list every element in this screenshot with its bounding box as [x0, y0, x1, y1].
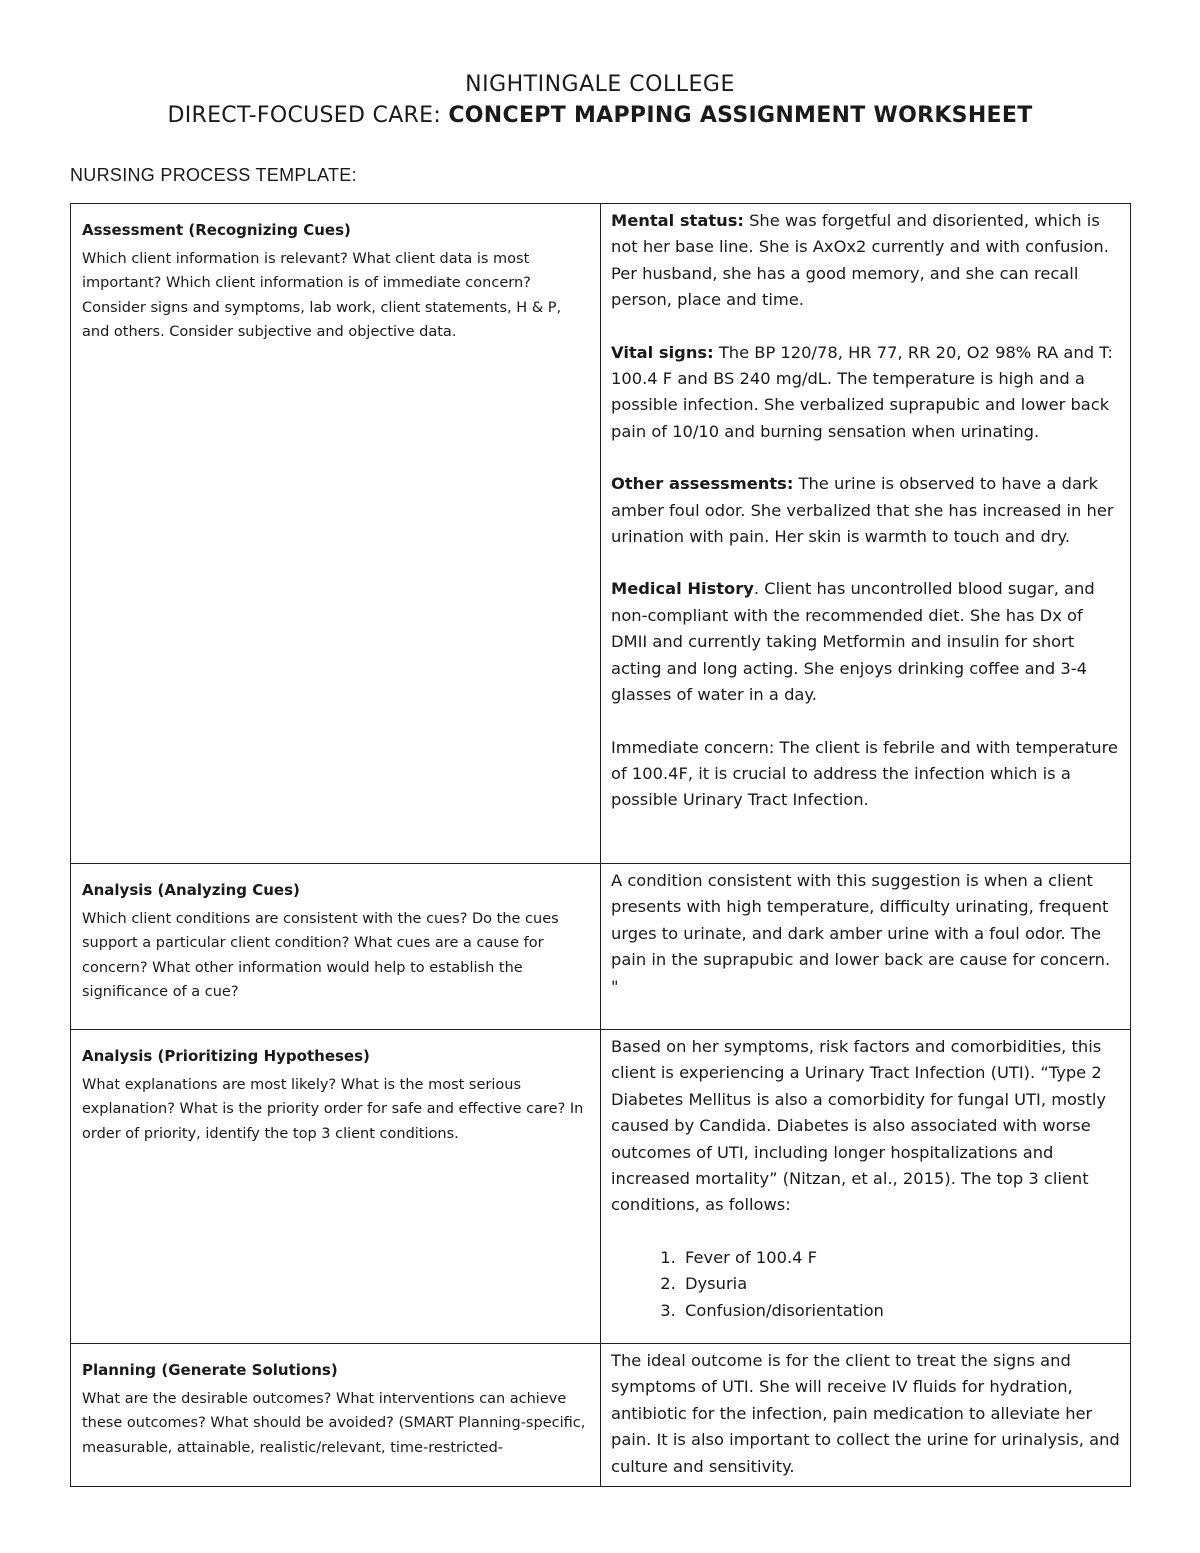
analyzing-row — [71, 864, 1131, 1030]
condition-item: 3. Confusion/disorientation — [681, 1298, 1120, 1324]
planning-answer: The ideal outcome is for the client to treat the signs and symptoms of UTI. She will receive IV fluids for hydration, antibiotic for the infection, pain medication to alleviate her pain. It is also important to collect the urine for urinalysis, and culture and sensitivity. — [611, 1351, 1120, 1476]
planning-title: Planning (Generate Solutions) — [82, 1361, 338, 1379]
assessment-row — [71, 204, 1131, 864]
analyzing-prompt: Which client conditions are consistent with the cues? Do the cues support a particular client condition? What cues are a cause for concern? What other information would help to establish the significance of a cue? — [82, 910, 559, 1000]
mental-status-label: Mental status: — [611, 211, 744, 230]
top-conditions-list — [611, 1245, 1120, 1324]
college-name: NIGHTINGALE COLLEGE — [465, 72, 735, 97]
prioritizing-answer: Based on her symptoms, risk factors and comorbidities, this client is experiencing a Urinary Tract Infection (UTI). “Type 2 Diabetes Mellitus is also a comorbidity for fungal UTI, mostly caused by Candida. Diabetes is also associated with worse outcomes of UTI, including longer hospitalizations and increased mortality” (Nitzan, et al., 2015). The top 3 client conditions, as follows: — [611, 1037, 1107, 1215]
analyzing-answer: A condition consistent with this suggestion is when a client presents with high temperature, difficulty urinating, frequent urges to urinate, and dark amber urine with a foul odor. The pain in the suprapubic and lower back are cause for concern. " — [611, 871, 1111, 996]
other-assessments-paragraph — [611, 471, 1120, 550]
analyzing-title: Analysis (Analyzing Cues) — [82, 881, 300, 899]
planning-row — [71, 1344, 1131, 1487]
planning-answer-cell — [601, 1344, 1131, 1487]
condition-item: 1. Fever of 100.4 F — [681, 1245, 1120, 1271]
medical-history-paragraph — [611, 576, 1120, 708]
prioritizing-row — [71, 1030, 1131, 1344]
mental-status-paragraph — [611, 208, 1120, 314]
analyzing-prompt-cell — [71, 864, 601, 1030]
nursing-process-table — [70, 203, 1131, 1487]
assessment-title: Assessment (Recognizing Cues) — [82, 221, 351, 239]
title-prefix: DIRECT-FOCUSED CARE: — [167, 103, 449, 128]
vital-signs-text: The BP 120/78, HR 77, RR 20, O2 98% RA and T: 100.4 F and BS 240 mg/dL. The temperature is high and a possible infection. She verbalized suprapubic and lower back pain of 10/10 and burning sensation when urinating. — [611, 342, 1113, 441]
prioritizing-title: Analysis (Prioritizing Hypotheses) — [82, 1047, 370, 1065]
other-assessments-label: Other assessments: — [611, 474, 794, 494]
vital-signs-paragraph — [611, 340, 1120, 446]
template-label: NURSING PROCESS TEMPLATE: — [70, 165, 357, 185]
condition-item: 2. Dysuria — [681, 1271, 1120, 1297]
planning-prompt: What are the desirable outcomes? What interventions can achieve these outcomes? What should be avoided? (SMART Planning-specific, measurable, attainable, realistic/relevant, time-restricted- — [82, 1390, 586, 1456]
prioritizing-prompt: What explanations are most likely? What is the most serious explanation? What is the priority order for safe and effective care? In order of priority, identify the top 3 client conditions. — [82, 1076, 584, 1142]
other-assessments-text: The urine is observed to have a dark amber foul odor. She verbalized that she has increased in her urination with pain. Her skin is warmth to touch and dry. — [611, 474, 1114, 547]
document-header — [0, 70, 1200, 132]
vital-signs-label: Vital signs: — [611, 342, 714, 362]
analyzing-answer-cell — [601, 864, 1131, 1030]
medical-history-label: Medical History — [611, 579, 754, 599]
assessment-prompt-cell — [71, 204, 601, 864]
planning-prompt-cell — [71, 1344, 601, 1487]
assessment-prompt: Which client information is relevant? What client data is most important? Which client information is of immediate concern? Consider signs and symptoms, lab work, client statements, H & P, and others. Consider subjective and objective data. — [82, 250, 562, 340]
assessment-answer-cell — [601, 204, 1131, 864]
title-bold: CONCEPT MAPPING ASSIGNMENT WORKSHEET — [448, 103, 1033, 128]
prioritizing-answer-cell — [601, 1030, 1131, 1344]
prioritizing-prompt-cell — [71, 1030, 601, 1344]
mental-status-text: She was forgetful and disoriented, which is not her base line. She is AxOx2 currently and with confusion. Per husband, she has a good memory, and she can recall person, place and time. — [611, 211, 1109, 310]
immediate-concern-paragraph: Immediate concern: The client is febrile and with temperature of 100.4F, it is crucial to address the infection which is a possible Urinary Tract Infection. — [611, 737, 1118, 810]
medical-history-text: . Client has uncontrolled blood sugar, and non-compliant with the recommended diet. She has Dx of DMII and currently taking Metformin and insulin for short acting and long acting. She enjoys drinking coffee and 3-4 glasses of water in a day. — [611, 579, 1095, 705]
worksheet-title — [0, 100, 1200, 132]
